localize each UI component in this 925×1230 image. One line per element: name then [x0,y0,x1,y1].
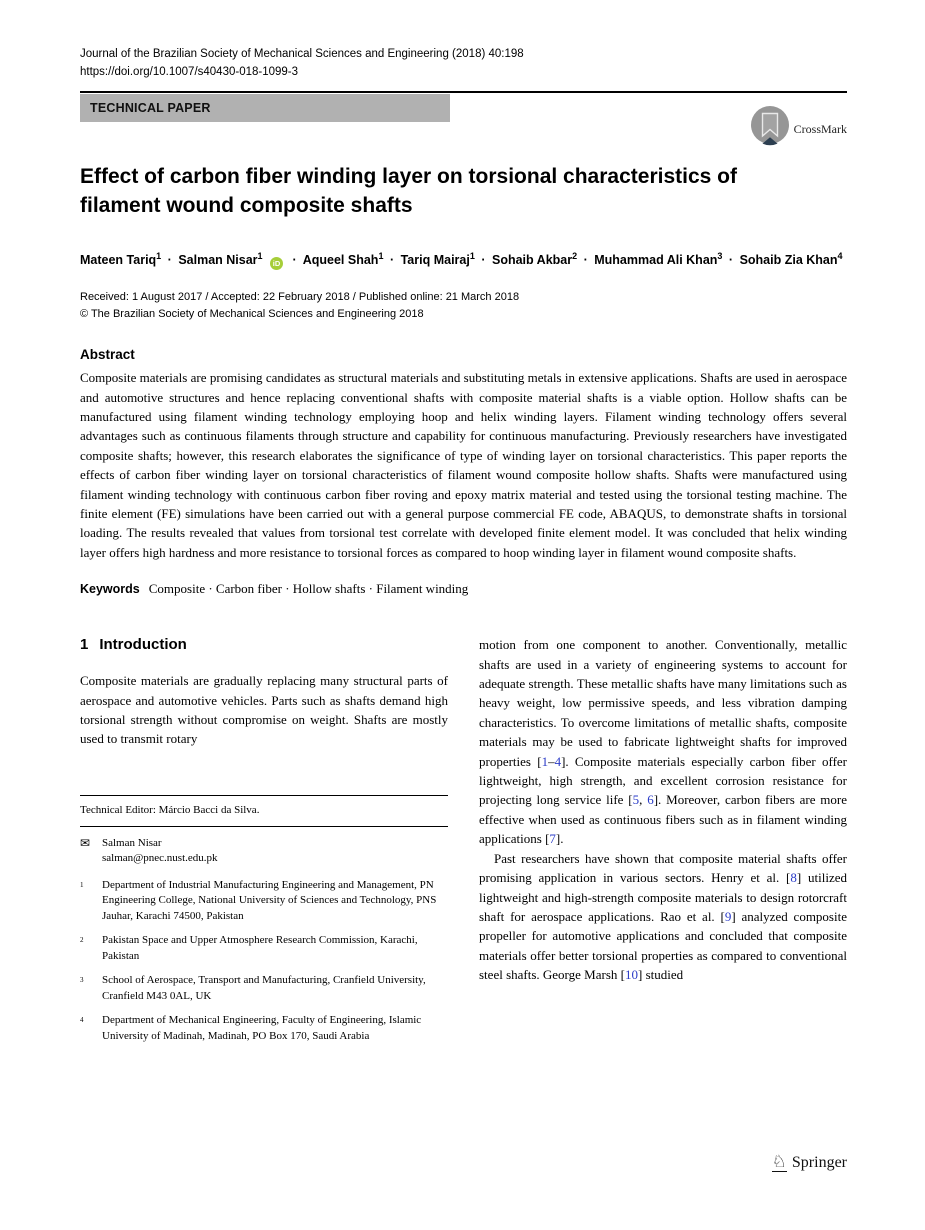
crossmark-label: CrossMark [793,121,847,136]
article-meta [80,289,847,323]
history-line: Received: 1 August 2017 / Accepted: 22 February 2018 / Published online: 21 March 2018 [80,291,520,304]
author-separator: · [728,253,734,268]
citation-link[interactable]: 9 [724,908,732,924]
category-band [80,94,450,122]
two-column-body [80,635,847,1053]
affiliation-item: $^3$ School of Aerospace, Transport and Manufacturing, Cranfield University, Cranfield M43 0AL, UK [80,974,426,1002]
intro-paragraph-right-1: motion from one component to another. Conventionally, metallic shafts are used in a variety of engineering systems to account for adequate strength. These metallic shafts have many limitations such as heavy weight, low permissive speeds, and less vibration damping characteristics. To overcome limitations of metallic shafts, composite materials may be used to fabricate lightweight shafts for improved properties [1–4]. Composite materials especially carbon fiber offer lightweight, high strength, and excellent corrosion resistance for projecting long service life [5, 6]. Moreover, carbon fibers are more effective when used as continuous fibers such as in filament winding applications [7]. [479,637,848,847]
copyright-line: © The Brazilian Society of Mechanical Sciences and Engineering 2018 [80,308,424,321]
technical-editor-note: Technical Editor: Márcio Bacci da Silva. [80,803,260,816]
author: Salman Nisar$^1$ [178,251,263,268]
journal-header [80,0,847,81]
author-separator: · [389,253,395,268]
intro-paragraph-right-2: Past researchers have shown that composite material shafts offer promising application in various sectors. Henry et al. [8] utilized lightweight and high-strength composite materials to design rotorcraft shaft for aerospace applications. Rao et al. [9] analyzed composite propeller for automotive applications and concluded that composite materials offer better torsional properties as compared to conventional steel shafts. George Marsh [10] studied [479,850,847,983]
citation-link[interactable]: 1 [541,753,549,769]
affiliation-list [80,878,448,1045]
introduction-heading: 1 Introduction [80,636,187,654]
author-list [80,244,847,273]
author-separator: · [292,253,297,268]
citation-link[interactable]: 4 [554,753,562,769]
citation-link[interactable]: 7 [549,831,556,847]
page-title: Effect of carbon fiber winding layer on torsional characteristics of filament wound composite shafts [80,165,737,217]
affiliation-item: $^1$ Department of Industrial Manufacturing Engineering and Management, PN Engineering College, National University of Sciences and Technology, PNS Jauhar, Karachi 74500, Pakistan [80,878,437,922]
springer-knight-icon: ♘ [771,1152,787,1171]
keywords-heading: Keywords [80,582,140,597]
author-separator: · [583,253,588,268]
author-separator: · [167,253,172,268]
keywords-body: Composite · Carbon fiber · Hollow shafts · Filament winding [148,581,469,597]
author-separator: · [481,253,486,268]
author: Sohaib Akbar$^2$ [491,251,578,268]
left-column [80,635,448,1053]
author: Mateen Tariq$^1$ [80,251,162,268]
orcid-icon[interactable]: iD [270,257,283,270]
keywords-line [80,579,847,599]
citation-link[interactable]: 10 [624,967,638,983]
citation-link[interactable]: 6 [647,792,654,808]
affiliation-item: $^4$ Department of Mechanical Engineering, Faculty of Engineering, Islamic University of Madinah, Madinah, PO Box 170, Saudi Arabia [80,1014,422,1042]
author: Tariq Mairaj$^1$ [400,251,475,268]
header-rule [80,91,847,93]
journal-title-line: Journal of the Brazilian Society of Mechanical Sciences and Engineering (2018) 40:198 [80,48,524,60]
envelope-icon: ✉ [80,835,91,850]
abstract-section [80,347,847,562]
category-label: TECHNICAL PAPER [90,101,211,115]
author: Muhammad Ali Khan$^3$ [594,251,723,268]
correspondence-name: Salman Nisar [102,836,162,849]
citation-link[interactable]: 8 [790,870,797,886]
footnote-rule [80,826,448,827]
intro-paragraph-left: Composite materials are gradually replacing many structural parts of aerospace and automotive vehicles. Parts such as shafts demand high torsional strength without compromise on weight. Shafts are mostly used to transmit rotary [80,673,448,747]
correspondence-email[interactable]: salman@pnec.nust.edu.pk [102,852,218,865]
affiliation-item: $^2$ Pakistan Space and Upper Atmosphere Research Commission, Karachi, Pakistan [80,934,418,962]
footnote-block [80,795,448,1054]
right-column [479,635,847,1053]
springer-label: Springer [791,1153,847,1171]
abstract-body: Composite materials are promising candidates as structural materials and substituting metals in extensive applications. Shafts are used in aerospace and automotive structures and hence replacing conventional shafts with composite material shafts is a viable option. Hollow shafts can be manufactured using filament winding technology employing hoop and helix winding layers. Filament winding technology offers several advantages such as continuous filaments through structure and capability for continuous manufacturing. Previously researchers have investigated composite shafts; however, this research elaborates the significance of type of winding layer on torsional characteristics. This paper reports the effects of carbon fiber winding layer on torsional characteristics of filament wound composite hollow shafts. Shafts were manufactured using filament winding technology with continuous carbon fiber roving and epoxy matrix material and tested using the torsional testing machine. The finite element (FE) simulations have been carried out with a general purpose commercial FE code, ABAQUS, to demonstrate shafts in torsional loading. The results revealed that values from torsional test correlate with developed finite element model. It was concluded that helix winding layer offers high hardness and more resistance to torsional forces as compared to hoop winding layer in filament wound composite shafts. [80,370,847,560]
author: Sohaib Zia Khan$^4$ [739,251,843,268]
citation-link[interactable]: 5 [632,792,640,808]
abstract-heading: Abstract [80,347,135,363]
author: Aqueel Shah$^1$ [302,251,384,268]
doi-link[interactable]: https://doi.org/10.1007/s40430-018-1099-3 [80,66,299,78]
correspondence-block [80,836,448,867]
springer-logo [772,1153,847,1172]
